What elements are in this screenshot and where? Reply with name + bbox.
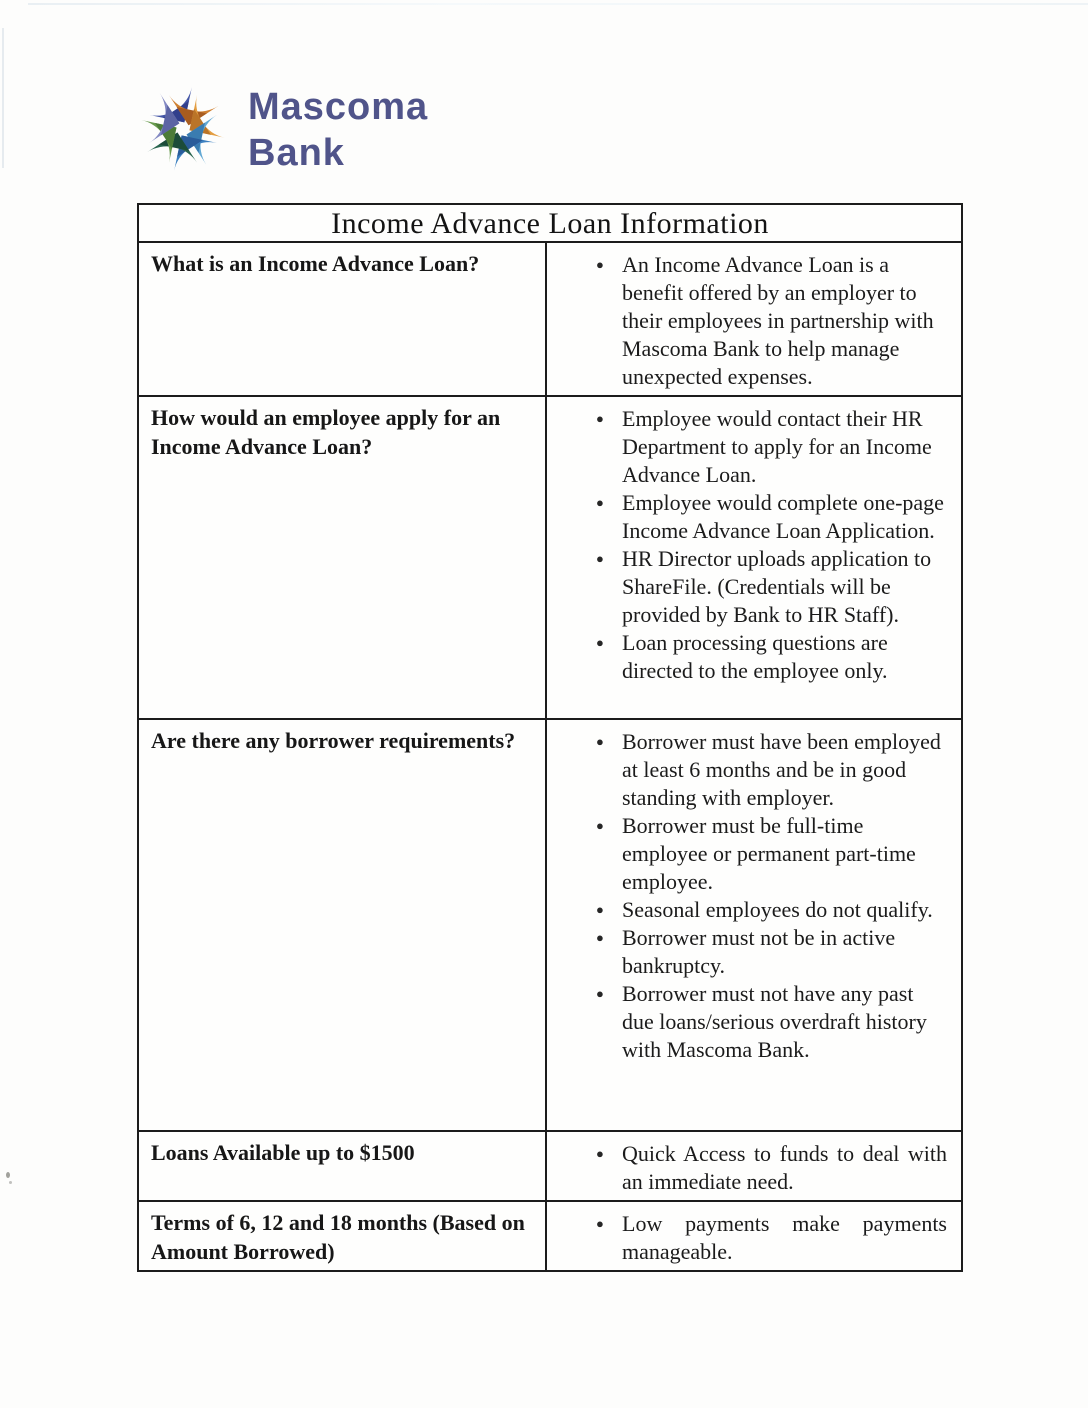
table-row — [139, 718, 961, 1130]
bullet-item: ● Loan processing questions are directed to the employee only. — [547, 629, 957, 685]
bullet-item: ● Borrower must not have any past due loans/serious overdraft history with Mascoma Bank. — [547, 980, 957, 1064]
income-advance-loan-table — [137, 203, 963, 1272]
bullet-item: ● Borrower must have been employed at least 6 months and be in good standing with employer. — [547, 728, 957, 812]
logo-brand-line1: Mascoma — [248, 86, 429, 128]
bullet-item: ● Quick Access to funds to deal with an immediate need. — [547, 1140, 957, 1196]
answer-cell — [547, 397, 961, 718]
scan-artifact-speck — [9, 1181, 12, 1184]
mascoma-pinwheel-logo-icon — [126, 70, 240, 184]
logo-wordmark — [248, 84, 428, 176]
question-cell — [139, 397, 547, 718]
bullet-item: ● An Income Advance Loan is a benefit offered by an employer to their employees in partnership with Mascoma Bank to help manage unexpected expenses. — [547, 251, 957, 391]
scan-artifact-top-edge — [28, 3, 1088, 5]
question-text: Terms of 6, 12 and 18 months (Based on Amount Borrowed) — [151, 1210, 525, 1264]
question-text: What is an Income Advance Loan? — [151, 251, 480, 276]
bullet-item: ● Seasonal employees do not qualify. — [547, 896, 957, 924]
bullet-list — [547, 728, 957, 1064]
answer-cell — [547, 1132, 961, 1200]
question-cell — [139, 720, 547, 1130]
table-row — [139, 1130, 961, 1200]
bullet-item: ● Low payments make payments manageable. — [547, 1210, 957, 1266]
question-text: How would an employee apply for an Income Advance Loan? — [151, 405, 501, 459]
bullet-list — [547, 251, 957, 391]
bullet-item: ● Borrower must not be in active bankruptcy. — [547, 924, 957, 980]
question-cell — [139, 1132, 547, 1200]
bullet-item: ● Borrower must be full-time employee or permanent part-time employee. — [547, 812, 957, 896]
table-rows — [139, 241, 961, 1270]
table-row — [139, 395, 961, 718]
bullet-list — [547, 405, 957, 685]
bullet-item: ● Employee would contact their HR Department to apply for an Income Advance Loan. — [547, 405, 957, 489]
logo-brand-line2: Bank — [248, 132, 345, 174]
scan-artifact-left-edge — [2, 28, 4, 168]
answer-cell — [547, 1202, 961, 1270]
question-cell — [139, 243, 547, 395]
bullet-list — [547, 1210, 957, 1266]
bullet-list — [547, 1140, 957, 1196]
question-text: Loans Available up to $1500 — [151, 1140, 415, 1165]
answer-cell — [547, 720, 961, 1130]
scan-artifact-speck — [6, 1172, 10, 1178]
question-cell — [139, 1202, 547, 1270]
answer-cell — [547, 243, 961, 395]
mascoma-bank-logo — [126, 70, 428, 184]
bullet-item: ● HR Director uploads application to ShareFile. (Credentials will be provided by Bank to HR Staff). — [547, 545, 957, 629]
table-row — [139, 241, 961, 395]
question-text: Are there any borrower requirements? — [151, 728, 516, 753]
table-title: Income Advance Loan Information — [331, 207, 769, 240]
table-row — [139, 1200, 961, 1270]
bullet-item: ● Employee would complete one-page Income Advance Loan Application. — [547, 489, 957, 545]
